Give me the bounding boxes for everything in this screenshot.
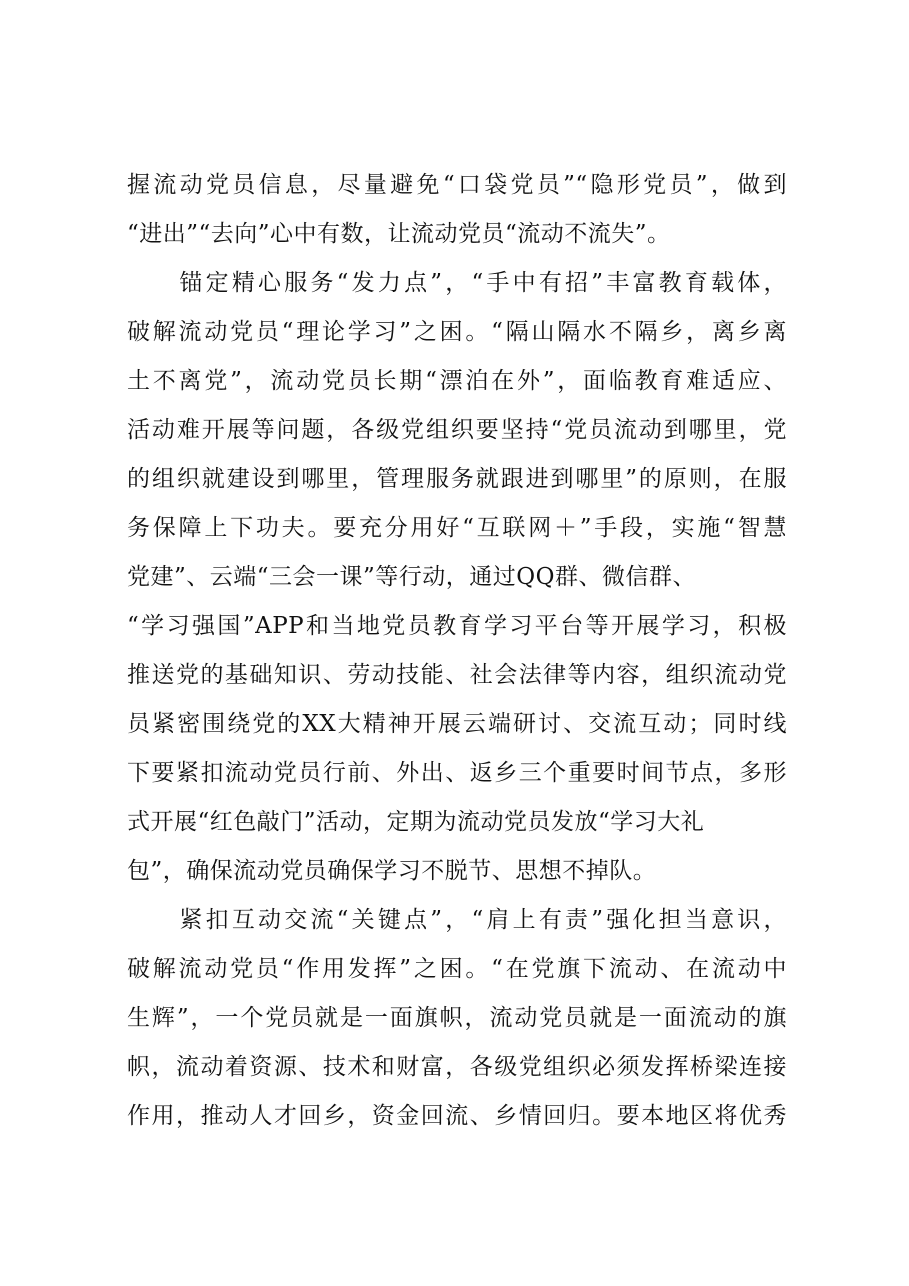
text-line: “学习强国”APP和当地党员教育学习平台等开展学习，积极: [127, 613, 787, 639]
text-line: 土不离党”，流动党员长期“漂泊在外”，面临教育难适应、: [127, 368, 787, 394]
text-line: 式开展“红色敲门”活动，定期为流动党员发放“学习大礼: [127, 809, 705, 835]
text-line: 生辉”，一个党员就是一面旗帜，流动党员就是一面流动的旗: [127, 1005, 787, 1031]
text-line: 紧扣互动交流“关键点”，“肩上有责”强化担当意识，: [127, 907, 787, 933]
text-line: 破解流动党员“作用发挥”之困。“在党旗下流动、在流动中: [127, 956, 787, 982]
body-text: [127, 161, 787, 1141]
text-line: 包”，确保流动党员确保学习不脱节、思想不掉队。: [127, 858, 657, 884]
text-line: 破解流动党员“理论学习”之困。“隔山隔水不隔乡，离乡离: [127, 319, 787, 345]
text-line: 推送党的基础知识、劳动技能、社会法律等内容，组织流动党: [127, 662, 787, 688]
text-line: 务保障上下功夫。要充分用好“互联网＋”手段，实施“智慧: [127, 515, 787, 541]
text-line: 党建”、云端“三会一课”等行动，通过QQ群、微信群、: [127, 564, 696, 590]
text-line: 活动难开展等问题，各级党组织要坚持“党员流动到哪里，党: [127, 417, 787, 443]
text-line: 下要紧扣流动党员行前、外出、返乡三个重要时间节点，多形: [127, 760, 787, 786]
text-line: 锚定精心服务“发力点”，“手中有招”丰富教育载体，: [127, 270, 787, 296]
text-line: 员紧密围绕党的XX大精神开展云端研讨、交流互动；同时线: [127, 711, 787, 737]
text-line: 作用，推动人才回乡，资金回流、乡情回归。要本地区将优秀: [127, 1103, 787, 1129]
text-line: 帜，流动着资源、技术和财富，各级党组织必须发挥桥梁连接: [127, 1054, 787, 1080]
text-line: 握流动党员信息，尽量避免“口袋党员”“隐形党员”，做到: [127, 172, 787, 198]
text-line: 的组织就建设到哪里，管理服务就跟进到哪里”的原则，在服: [127, 466, 787, 492]
text-line: “进出”“去向”心中有数，让流动党员“流动不流失”。: [127, 221, 671, 247]
